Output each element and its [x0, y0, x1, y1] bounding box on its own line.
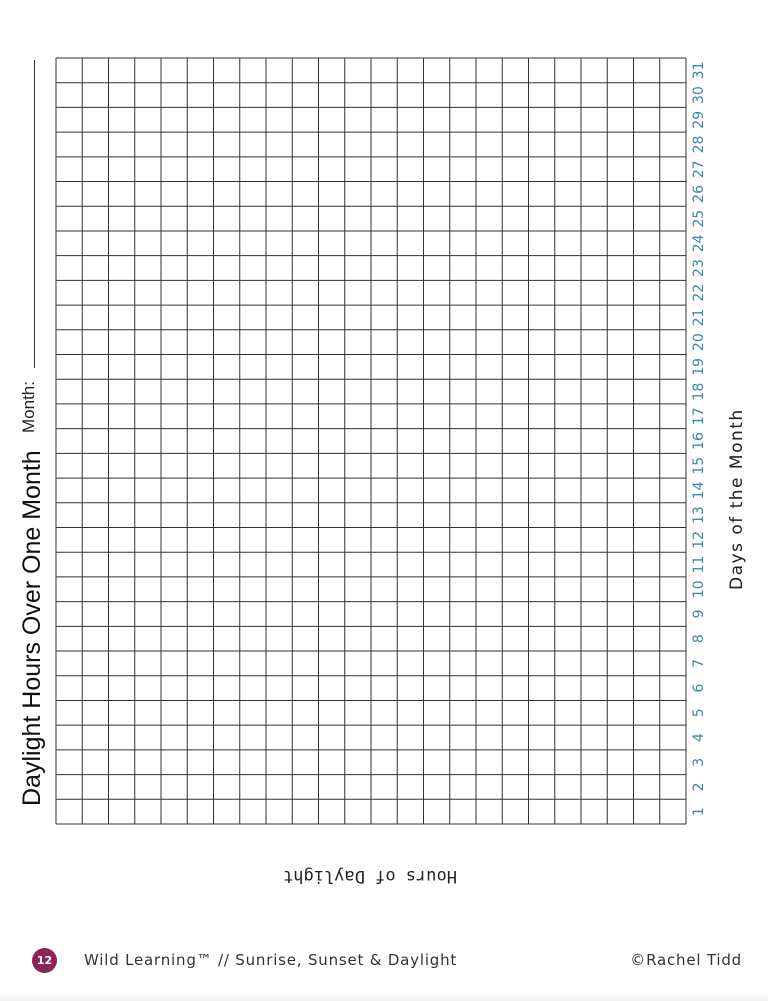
day-label: 22 — [691, 283, 707, 302]
day-label: 15 — [691, 456, 707, 475]
hours-axis-title: Hours of Daylight — [283, 866, 457, 886]
day-label: 18 — [691, 382, 707, 401]
copyright-text: ©Rachel Tidd — [630, 951, 742, 969]
month-label: Month: — [19, 381, 38, 433]
day-label: 28 — [691, 135, 707, 154]
day-label: 20 — [691, 333, 707, 352]
day-label: 11 — [691, 555, 707, 574]
day-label: 26 — [691, 184, 707, 203]
day-label: 17 — [691, 407, 707, 426]
day-label: 3 — [691, 757, 707, 767]
page-title: Daylight Hours Over One Month — [18, 450, 46, 806]
month-blank-line — [34, 60, 35, 368]
day-label: 8 — [691, 634, 707, 644]
page-edge-shade — [0, 990, 768, 1001]
day-label: 14 — [691, 481, 707, 500]
day-label: 10 — [691, 580, 707, 599]
day-label: 16 — [691, 432, 707, 450]
day-label: 19 — [691, 357, 707, 376]
days-axis-title: Days of the Month — [727, 408, 747, 590]
day-label: 9 — [691, 609, 707, 619]
day-label: 7 — [691, 658, 707, 668]
day-label: 2 — [691, 782, 707, 792]
day-label: 23 — [691, 259, 707, 277]
day-label: 27 — [691, 160, 707, 179]
day-label: 30 — [691, 86, 707, 104]
day-label: 5 — [691, 708, 707, 718]
footer-title: Wild Learning™ // Sunrise, Sunset & Daylight — [84, 951, 458, 969]
day-label: 4 — [691, 733, 707, 742]
day-label: 29 — [691, 110, 707, 129]
day-label: 21 — [691, 308, 707, 327]
page-number-badge: 12 — [32, 948, 57, 973]
day-label: 12 — [691, 530, 707, 549]
day-label: 6 — [691, 683, 707, 693]
day-label: 13 — [691, 506, 707, 525]
day-label: 31 — [691, 61, 707, 80]
day-label: 24 — [691, 234, 707, 253]
day-label: 25 — [691, 209, 707, 228]
page-footer — [0, 940, 768, 980]
day-label: 1 — [691, 807, 707, 817]
